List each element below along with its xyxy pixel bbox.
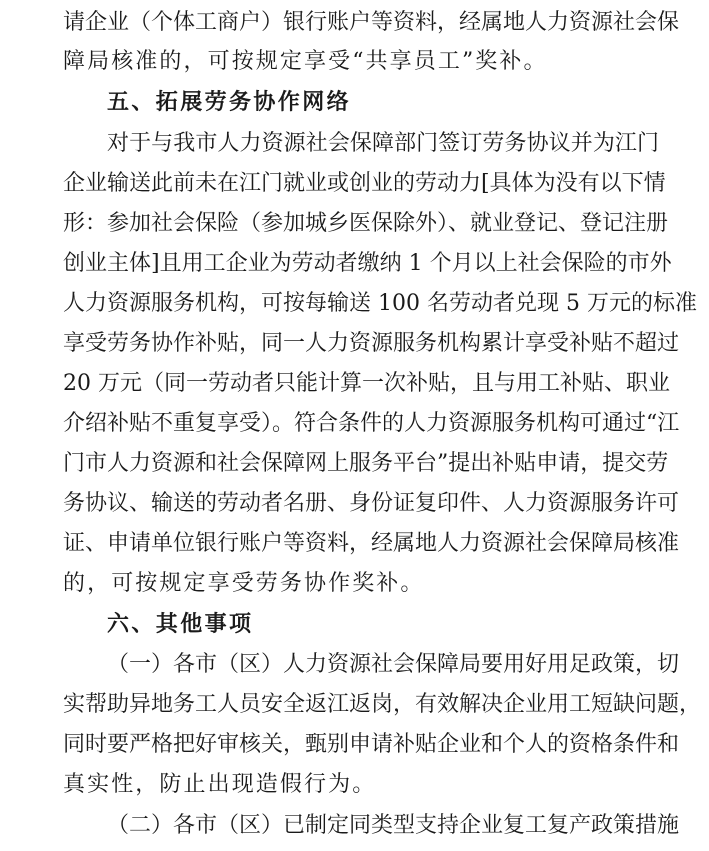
section-heading: 五、拓展劳务协作网络 xyxy=(107,90,352,115)
paragraph-first-line: 对于与我市人力资源社会保障部门签订劳务协议并为江门 xyxy=(107,131,659,156)
text-line: 享受劳务协作补贴，同一人力资源服务机构累计享受补贴不超过 xyxy=(63,331,680,356)
text-line: 的，可按规定享受劳务协作奖补。 xyxy=(63,571,425,596)
text-line: 创业主体]且用工企业为劳动者缴纳 1 个月以上社会保险的市外 xyxy=(63,251,672,276)
text-line: 形：参加社会保险（参加城乡医保除外）、就业登记、登记注册 xyxy=(63,211,669,236)
text-line: 门市人力资源和社会保障网上服务平台”提出补贴申请，提交劳 xyxy=(63,451,669,476)
text-line: 介绍补贴不重复享受）。符合条件的人力资源服务机构可通过“江 xyxy=(63,411,680,436)
paragraph-first-line: （一）各市（区）人力资源社会保障局要用好用足政策，切 xyxy=(107,652,680,677)
text-line: 实帮助异地务工人员安全返江返岗，有效解决企业用工短缺问题， xyxy=(63,692,702,717)
paragraph-first-line: （二）各市（区）已制定同类型支持企业复工复产政策措施 xyxy=(107,813,680,838)
text-line: 同时要严格把好审核关，甄别申请补贴企业和个人的资格条件和 xyxy=(63,732,680,757)
text-line: 真实性，防止出现造假行为。 xyxy=(63,772,377,797)
text-line: 障局核准的，可按规定享受“共享员工”奖补。 xyxy=(63,49,548,74)
section-heading: 六、其他事项 xyxy=(107,612,254,637)
text-line: 务协议、输送的劳动者名册、身份证复印件、人力资源服务许可 xyxy=(63,491,680,516)
text-line: 企业输送此前未在江门就业或创业的劳动力[具体为没有以下情 xyxy=(63,171,666,196)
text-line: 人力资源服务机构，可按每输送 100 名劳动者兑现 5 万元的标准 xyxy=(63,291,697,316)
text-line: 请企业（个体工商户）银行账户等资料，经属地人力资源社会保 xyxy=(63,10,680,35)
text-line: 20 万元（同一劳动者只能计算一次补贴，且与用工补贴、职业 xyxy=(63,371,670,396)
text-line: 证、申请单位银行账户等资料，经属地人力资源社会保障局核准 xyxy=(63,531,680,556)
